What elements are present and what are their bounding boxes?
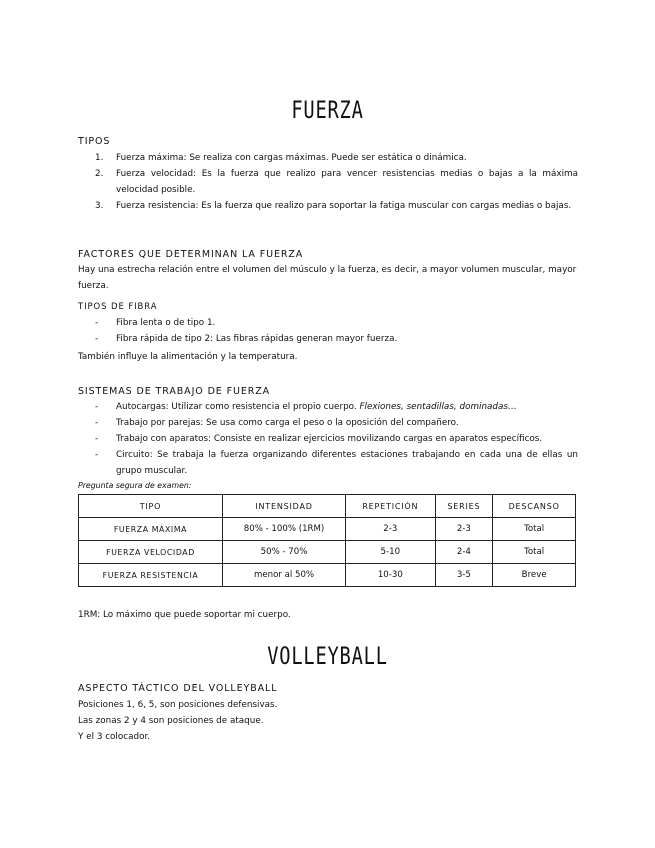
table-cell: 2-3 <box>346 518 435 541</box>
list-item <box>95 415 578 431</box>
list-item <box>95 166 578 198</box>
paragraph-line: Y el 3 colocador. <box>78 732 151 742</box>
fuerza-table <box>78 494 576 587</box>
list-marker: 3. <box>95 201 104 211</box>
table-cell: Total <box>493 518 576 541</box>
note-1rm: 1RM: Lo máximo que puede soportar mi cuerpo. <box>78 610 291 620</box>
heading-tipos: TIPOS <box>78 136 111 147</box>
paragraph-extra: También influye la alimentación y la temperatura. <box>78 352 298 362</box>
heading-factores: FACTORES QUE DETERMINAN LA FUERZA <box>78 249 304 260</box>
list-text-main: Autocargas: Utilizar como resistencia el propio cuerpo. <box>116 402 360 412</box>
list-marker: - <box>95 434 99 444</box>
list-item <box>95 198 578 214</box>
table-cell: 2-4 <box>435 541 493 564</box>
title-fuerza: FUERZA <box>291 96 364 124</box>
list-item <box>95 331 578 347</box>
table-cell: 80% - 100% (1RM) <box>222 518 345 541</box>
table-cell: 3-5 <box>435 564 493 587</box>
table-header: SERIES <box>435 495 493 518</box>
list-text: Fuerza velocidad: Es la fuerza que realizo para vencer resistencias medias o bajas a la máxima velocidad posible. <box>116 169 578 195</box>
table-cell: FUERZA RESISTENCIA <box>79 564 223 587</box>
list-item <box>95 431 578 447</box>
table-row <box>79 518 576 541</box>
list-marker: 2. <box>95 169 104 179</box>
table-cell: 50% - 70% <box>222 541 345 564</box>
table-cell: Breve <box>493 564 576 587</box>
table-cell: 5-10 <box>346 541 435 564</box>
list-marker: - <box>95 450 99 460</box>
list-item <box>95 315 578 331</box>
list-marker: 1. <box>95 153 104 163</box>
list-marker: - <box>95 318 99 328</box>
list-item <box>95 399 578 415</box>
list-marker: - <box>95 334 99 344</box>
list-text: Trabajo por parejas: Se usa como carga el peso o la oposición del compañero. <box>116 418 459 428</box>
heading-aspecto-tactico: ASPECTO TÁCTICO DEL VOLLEYBALL <box>78 683 278 694</box>
list-text: Circuito: Se trabaja la fuerza organizando diferentes estaciones trabajando en cada una de ellas un grupo muscular. <box>116 450 578 476</box>
table-cell: Total <box>493 541 576 564</box>
table-header: INTENSIDAD <box>222 495 345 518</box>
list-marker: - <box>95 402 99 412</box>
list-text-examples: Flexiones, sentadillas, dominadas… <box>359 402 517 412</box>
heading-sistemas: SISTEMAS DE TRABAJO DE FUERZA <box>78 386 271 397</box>
table-header: REPETICIÓN <box>346 495 435 518</box>
list-item <box>95 150 578 166</box>
table-caption: Pregunta segura de examen: <box>78 481 192 490</box>
table-row <box>79 564 576 587</box>
heading-tipos-fibra: TIPOS DE FIBRA <box>78 302 158 312</box>
table-header: TIPO <box>79 495 223 518</box>
list-text: Trabajo con aparatos: Consiste en realizar ejercicios movilizando cargas en aparatos específicos. <box>116 434 543 444</box>
paragraph-line: Posiciones 1, 6, 5, son posiciones defensivas. <box>78 700 278 710</box>
list-marker: - <box>95 418 99 428</box>
table-cell: 2-3 <box>435 518 493 541</box>
list-text <box>95 399 578 415</box>
table-row <box>79 541 576 564</box>
table-cell: menor al 50% <box>222 564 345 587</box>
list-text: Fuerza resistencia: Es la fuerza que realizo para soportar la fatiga muscular con cargas medias o bajas. <box>116 201 572 211</box>
list-item <box>95 447 578 479</box>
table-cell: 10-30 <box>346 564 435 587</box>
list-text: Fibra lenta o de tipo 1. <box>116 318 216 328</box>
table-header: DESCANSO <box>493 495 576 518</box>
table-header-row <box>79 495 576 518</box>
paragraph-factores: Hay una estrecha relación entre el volumen del músculo y la fuerza, es decir, a mayor volumen muscular, mayor fuerza. <box>78 265 577 291</box>
list-text: Fuerza máxima: Se realiza con cargas máximas. Puede ser estática o dinámica. <box>116 153 467 163</box>
table-cell: FUERZA MÁXIMA <box>79 518 223 541</box>
table-cell: FUERZA VELOCIDAD <box>79 541 223 564</box>
paragraph-line: Las zonas 2 y 4 son posiciones de ataque. <box>78 716 264 726</box>
title-volleyball: VOLLEYBALL <box>267 642 388 670</box>
list-text: Fibra rápida de tipo 2: Las fibras rápidas generan mayor fuerza. <box>116 334 398 344</box>
